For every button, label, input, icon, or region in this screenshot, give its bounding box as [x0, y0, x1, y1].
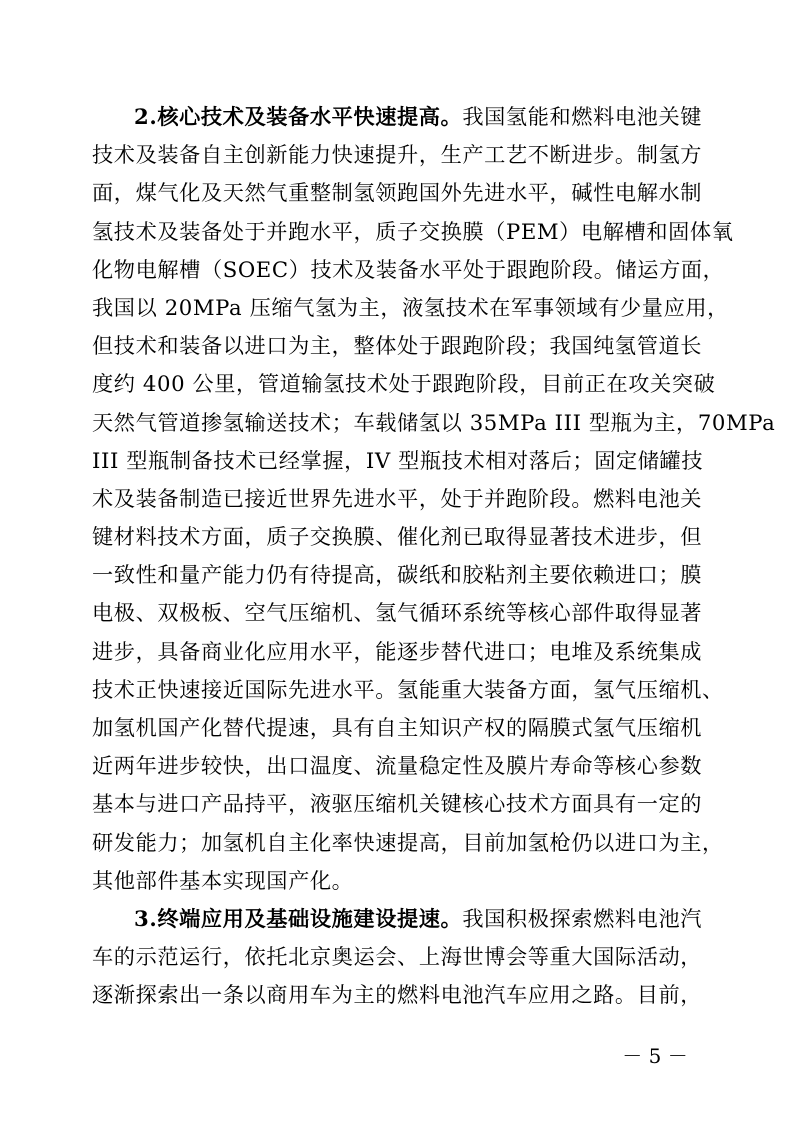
paragraph-line: 研发能力；加氢机自主化率快速提高，目前加氢枪仍以进口为主，	[92, 829, 724, 855]
paragraph-line: 氢技术及装备处于并跑水平，质子交换膜（PEM）电解槽和固体氧	[92, 218, 734, 244]
paragraph-line: 但技术和装备以进口为主，整体处于跟跑阶段；我国纯氢管道长	[92, 333, 703, 359]
paragraph-line: 技术及装备自主创新能力快速提升，生产工艺不断进步。制氢方	[92, 142, 703, 168]
paragraph-line: 面，煤气化及天然气重整制氢领跑国外先进水平，碱性电解水制	[92, 180, 703, 206]
paragraph-line	[92, 98, 702, 136]
paragraph-line: 基本与进口产品持平，液驱压缩机关键核心技术方面具有一定的	[92, 791, 703, 817]
section-3-heading: 3.终端应用及基础设施建设提速。	[134, 905, 463, 931]
paragraph-line: 其他部件基本实现国产化。	[92, 867, 354, 893]
paragraph-line: 度约 400 公里，管道输氢技术处于跟跑阶段，目前正在攻关突破	[92, 371, 716, 397]
paragraph-line: 术及装备制造已接近世界先进水平，处于并跑阶段。燃料电池关	[92, 485, 703, 511]
paragraph-line: 一致性和量产能力仍有待提高，碳纸和胶粘剂主要依赖进口；膜	[92, 562, 703, 588]
page-number: － 5 －	[622, 1044, 688, 1068]
paragraph-line: 进步，具备商业化应用水平，能逐步替代进口；电堆及系统集成	[92, 638, 703, 664]
paragraph-line: 我国以 20MPa 压缩气氢为主，液氢技术在军事领域有少量应用，	[92, 294, 729, 320]
paragraph-line: 电极、双极板、空气压缩机、氢气循环系统等核心部件取得显著	[92, 600, 703, 626]
paragraph-line: 加氢机国产化替代提速，具有自主知识产权的隔膜式氢气压缩机	[92, 715, 703, 740]
paragraph-text: 我国积极探索燃料电池汽	[462, 905, 703, 931]
paragraph-line: 化物电解槽（SOEC）技术及装备水平处于跟跑阶段。储运方面，	[92, 256, 725, 282]
paragraph-line: 技术正快速接近国际先进水平。氢能重大装备方面，氢气压缩机、	[92, 676, 724, 702]
paragraph-line	[92, 900, 702, 938]
paragraph-line: III 型瓶制备技术已经掌握，IV 型瓶技术相对落后；固定储罐技	[92, 447, 704, 473]
paragraph-line: 天然气管道掺氢输送技术；车载储氢以 35MPa III 型瓶为主，70MPa	[92, 409, 776, 435]
section-2-paragraph	[92, 98, 776, 900]
paragraph-line: 键材料技术方面，质子交换膜、催化剂已取得显著技术进步，但	[92, 524, 703, 550]
paragraph-line: 近两年进步较快，出口温度、流量稳定性及膜片寿命等核心参数	[92, 753, 703, 779]
section-3-paragraph	[92, 900, 702, 1015]
paragraph-line: 车的示范运行，依托北京奥运会、上海世博会等重大国际活动，	[92, 944, 703, 970]
document-page	[92, 98, 776, 1015]
paragraph-line: 逐渐探索出一条以商用车为主的燃料电池汽车应用之路。目前，	[92, 982, 703, 1008]
paragraph-text: 我国氢能和燃料电池关键	[462, 104, 703, 129]
section-2-heading: 2.核心技术及装备水平快速提高。	[134, 104, 463, 129]
